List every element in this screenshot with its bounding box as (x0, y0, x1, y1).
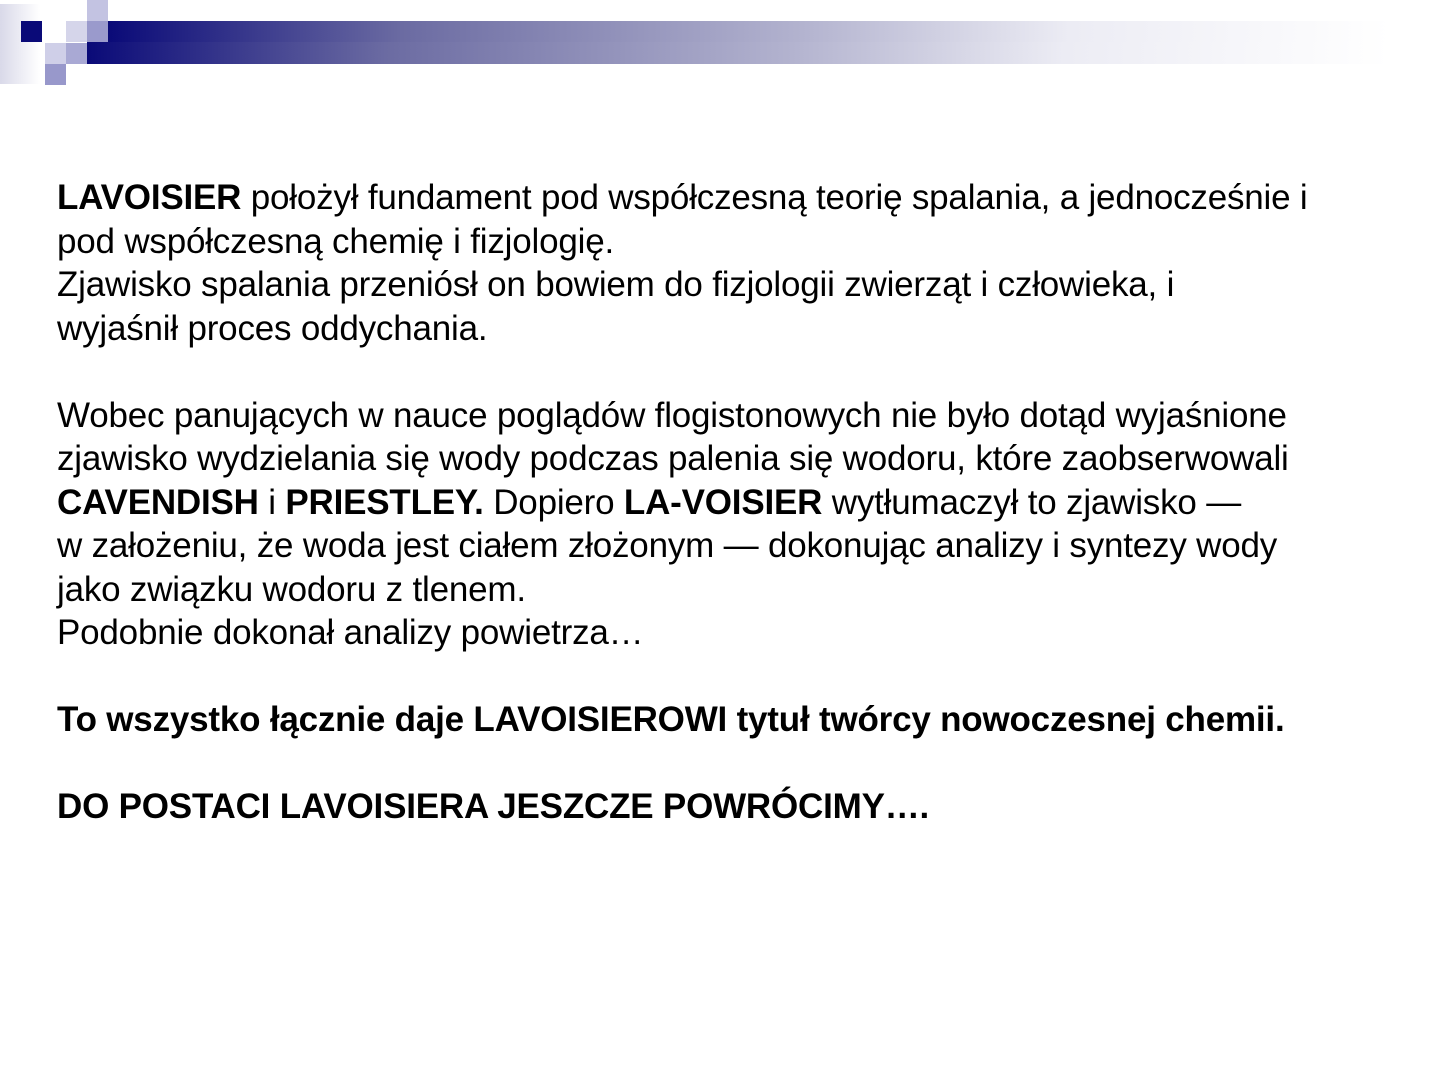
title-bar-gradient-bottom (87, 42, 1443, 64)
deco-square (45, 43, 66, 64)
deco-square (87, 0, 108, 21)
title-bar-gradient-top (108, 21, 1443, 42)
text-line (57, 568, 1423, 612)
text-line (57, 263, 1423, 307)
text-segment: CAVENDISH (57, 482, 259, 522)
text-line (57, 176, 1423, 220)
text-line (57, 785, 1423, 829)
text-segment: zjawisko wydzielania się wody podczas palenia się wodoru, które zaobserwowali (57, 439, 1289, 478)
deco-square (87, 21, 108, 42)
text-segment: położył fundament pod współczesną teorię spalania, a jednocześnie i (241, 178, 1308, 217)
deco-square (21, 21, 42, 42)
text-line (57, 698, 1423, 742)
text-segment: LA-VOISIER (623, 482, 823, 522)
text-segment: LAVOISIER (57, 178, 242, 217)
deco-square (66, 21, 87, 42)
text-segment: Wobec panujących w nauce poglądów flogistonowych nie było dotąd wyjaśnione (57, 395, 1287, 435)
text-line (57, 611, 1423, 655)
text-block (57, 176, 1423, 829)
deco-square (45, 64, 66, 85)
text-segment: PRIESTLEY. (285, 482, 484, 522)
text-segment: To wszystko łącznie daje LAVOISIEROWI tytuł twórcy nowoczesnej chemii. (57, 700, 1285, 739)
text-line (57, 481, 1423, 525)
text-segment: DO POSTACI LAVOISIERA JESZCZE POWRÓCIMY…. (57, 787, 930, 826)
text-segment: wytłumaczył to zjawisko — (822, 482, 1242, 522)
text-line (57, 437, 1423, 481)
blank-line (57, 655, 1423, 699)
text-segment: pod współczesną chemię i fizjologię. (57, 221, 614, 261)
left-gradient-strip (0, 4, 40, 84)
text-segment: Zjawisko spalania przeniósł on bowiem do fizjologii zwierząt i człowieka, i (57, 265, 1175, 304)
text-segment: Podobnie dokonał analizy powietrza… (57, 613, 644, 652)
blank-line (57, 350, 1423, 394)
text-line (57, 524, 1423, 568)
header-decoration (0, 0, 1443, 100)
text-line (57, 394, 1423, 438)
text-segment: Dopiero (483, 482, 624, 522)
text-segment: w założeniu, że woda jest ciałem złożonym — dokonując analizy i syntezy wody (57, 526, 1278, 565)
text-segment: jako związku wodoru z tlenem. (57, 569, 526, 609)
blank-line (57, 742, 1423, 786)
text-segment: i (258, 482, 286, 522)
text-line (57, 307, 1423, 351)
text-line (57, 220, 1423, 264)
text-segment: wyjaśnił proces oddychania. (57, 308, 488, 348)
deco-square (66, 43, 87, 64)
